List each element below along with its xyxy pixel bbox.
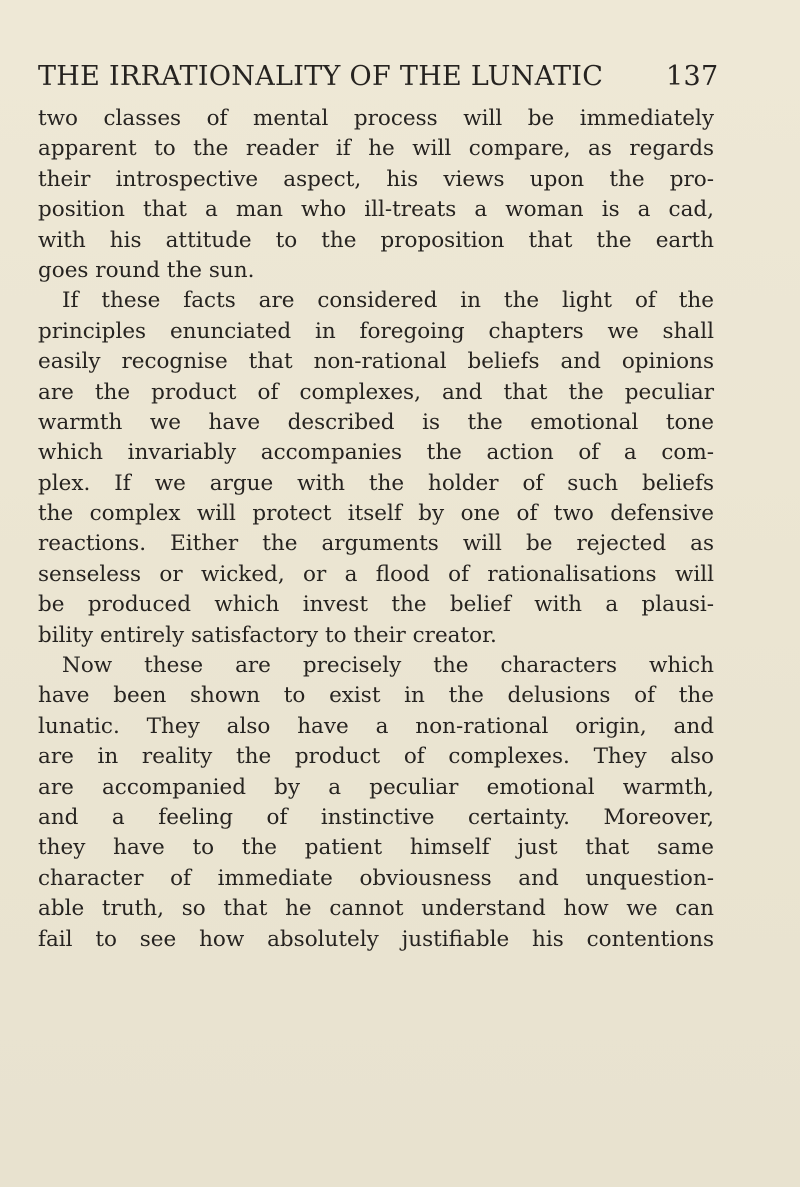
text-line: fail to see how absolutely justifiable his contentions — [38, 926, 714, 952]
text-line: character of immediate obviousness and unquestion- — [38, 865, 714, 891]
text-line: their introspective aspect, his views upon the pro- — [38, 166, 714, 192]
text-line: easily recognise that non-rational beliefs and opinions — [38, 349, 714, 375]
text-line: warmth we have described is the emotional tone — [38, 409, 714, 435]
text-line: with his attitude to the proposition that the earth — [38, 227, 714, 253]
running-title: THE IRRATIONALITY OF THE LUNATIC — [38, 61, 604, 92]
text-line: are the product of complexes, and that the peculiar — [38, 379, 714, 405]
text-line: are accompanied by a peculiar emotional warmth, — [38, 774, 714, 800]
text-line: If these facts are considered in the light of the — [62, 288, 714, 314]
text-line: two classes of mental process will be immediately — [38, 106, 714, 131]
text-line: plex. If we argue with the holder of such beliefs — [38, 470, 714, 496]
text-line: which invariably accompanies the action of a com- — [38, 440, 714, 466]
text-line: bility entirely satisfactory to their creator. — [38, 622, 497, 648]
body-text — [38, 104, 714, 955]
text-line: have been shown to exist in the delusions of the — [38, 683, 714, 709]
text-line: and a feeling of instinctive certainty. Moreover, — [38, 804, 714, 830]
text-line: position that a man who ill-treats a woman is a cad, — [38, 197, 714, 223]
page-number: 137 — [666, 61, 719, 92]
text-line: be produced which invest the belief with a plausi- — [38, 592, 714, 618]
text-line: Now these are precisely the characters which — [62, 653, 714, 679]
text-line: senseless or wicked, or a flood of rationalisations will — [38, 561, 714, 587]
text-line: are in reality the product of complexes. They also — [38, 744, 714, 770]
running-head — [38, 57, 718, 97]
text-line: apparent to the reader if he will compare, as regards — [38, 136, 714, 162]
text-line: principles enunciated in foregoing chapters we shall — [38, 318, 714, 344]
text-line: they have to the patient himself just that same — [38, 835, 714, 861]
text-line: lunatic. They also have a non-rational origin, and — [38, 713, 714, 739]
text-line: goes round the sun. — [38, 257, 255, 283]
text-line: the complex will protect itself by one of two defensive — [38, 501, 714, 527]
text-line: able truth, so that he cannot understand how we can — [38, 896, 714, 922]
text-line: reactions. Either the arguments will be rejected as — [38, 531, 714, 557]
